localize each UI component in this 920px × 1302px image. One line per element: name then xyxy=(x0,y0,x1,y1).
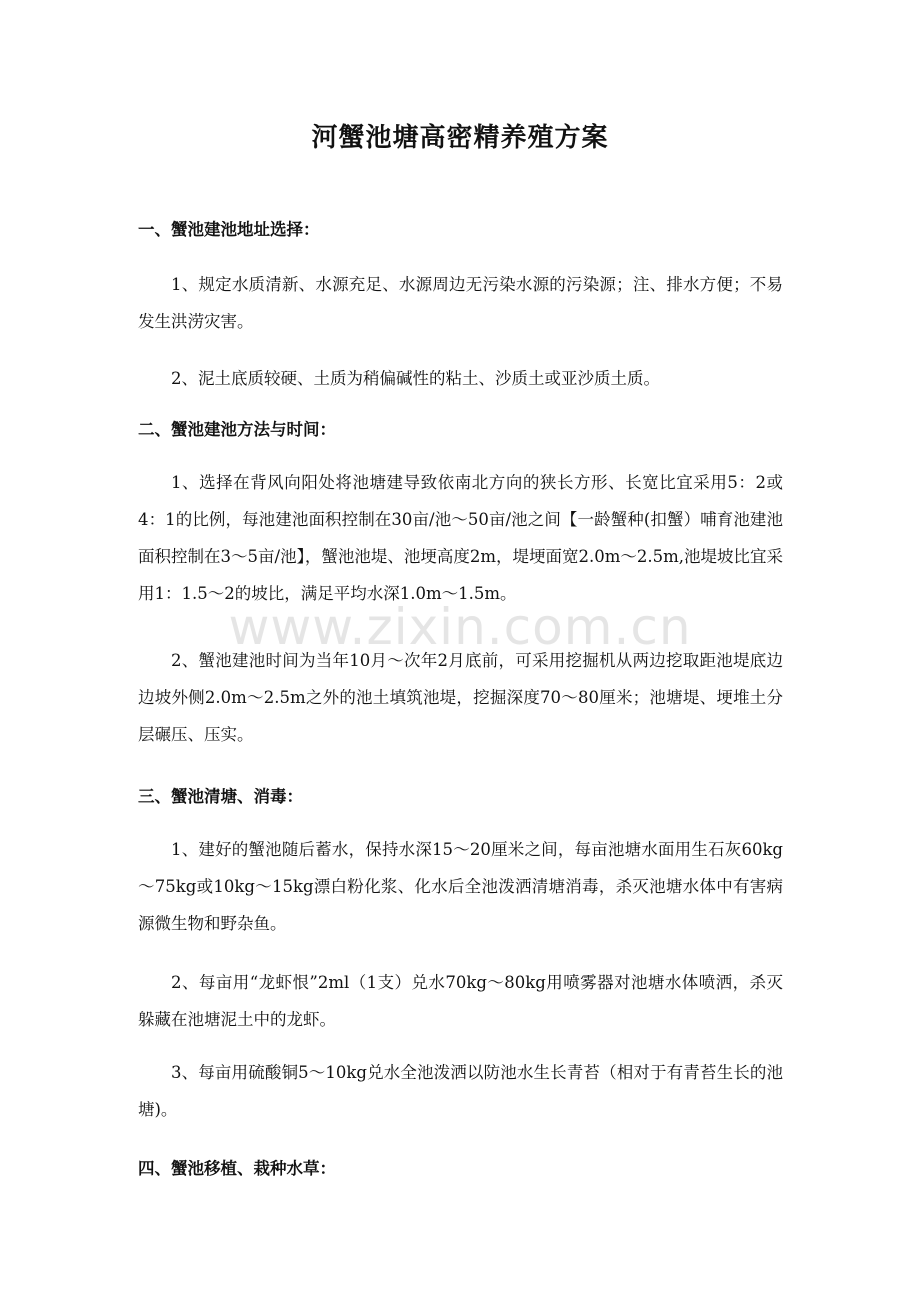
section-heading-4: 四、蟹池移植、栽种水草： xyxy=(138,1159,336,1178)
section-3-paragraph-3: 3、每亩用硫酸铜5～10kg兑水全池泼洒以防池水生长青苔（相对于有青苔生长的池塘)。 xyxy=(138,1063,783,1119)
section-3-paragraph-2: 2、每亩用“龙虾恨”2ml（1支）兑水70kg～80kg用喷雾器对池塘水体喷洒，杀灭躲藏在池塘泥土中的龙虾。 xyxy=(138,973,783,1029)
document-title: 河蟹池塘高密精养殖方案 xyxy=(311,123,609,153)
section-1-paragraph-1: 1、规定水质清新、水源充足、水源周边无污染水源的污染源；注、排水方便；不易发生洪涝灾害。 xyxy=(138,275,783,331)
section-1-paragraph-2: 2、泥土底质较硬、土质为稍偏碱性的粘土、沙质土或亚沙质土质。 xyxy=(171,369,660,388)
section-3-paragraph-1: 1、建好的蟹池随后蓄水，保持水深15～20厘米之间，每亩池塘水面用生石灰60kg～75kg或10kg～15kg漂白粉化浆、化水后全池泼洒清塘消毒，杀灭池塘水体中有害病源微生物和野杂鱼。 xyxy=(138,840,783,933)
section-heading-2: 二、蟹池建池方法与时间： xyxy=(138,420,336,439)
section-2-paragraph-1: 1、选择在背风向阳处将池塘建导致依南北方向的狭长方形、长宽比宜采用5：2或4：1的比例，每池建池面积控制在30亩/池～50亩/池之间【一龄蟹种(扣蟹）哺育池建池面积控制在3～5亩/池】，蟹池池堤、池埂高度2m，堤埂面宽2.0m～2.5m,池堤坡比宜采用1：1.5～2的坡比，满足平均水深1.0m～1.5m。 xyxy=(138,473,783,603)
watermark: www.zixin.com.cn xyxy=(228,598,692,656)
section-2-paragraph-2: 2、蟹池建池时间为当年10月～次年2月底前，可采用挖掘机从两边挖取距池堤底边边坡外侧2.0m～2.5m之外的池土填筑池堤，挖掘深度70～80厘米；池塘堤、埂堆土分层碾压、压实。 xyxy=(138,651,783,744)
section-heading-1: 一、蟹池建池地址选择： xyxy=(138,220,320,239)
section-heading-3: 三、蟹池清塘、消毒： xyxy=(138,787,303,806)
